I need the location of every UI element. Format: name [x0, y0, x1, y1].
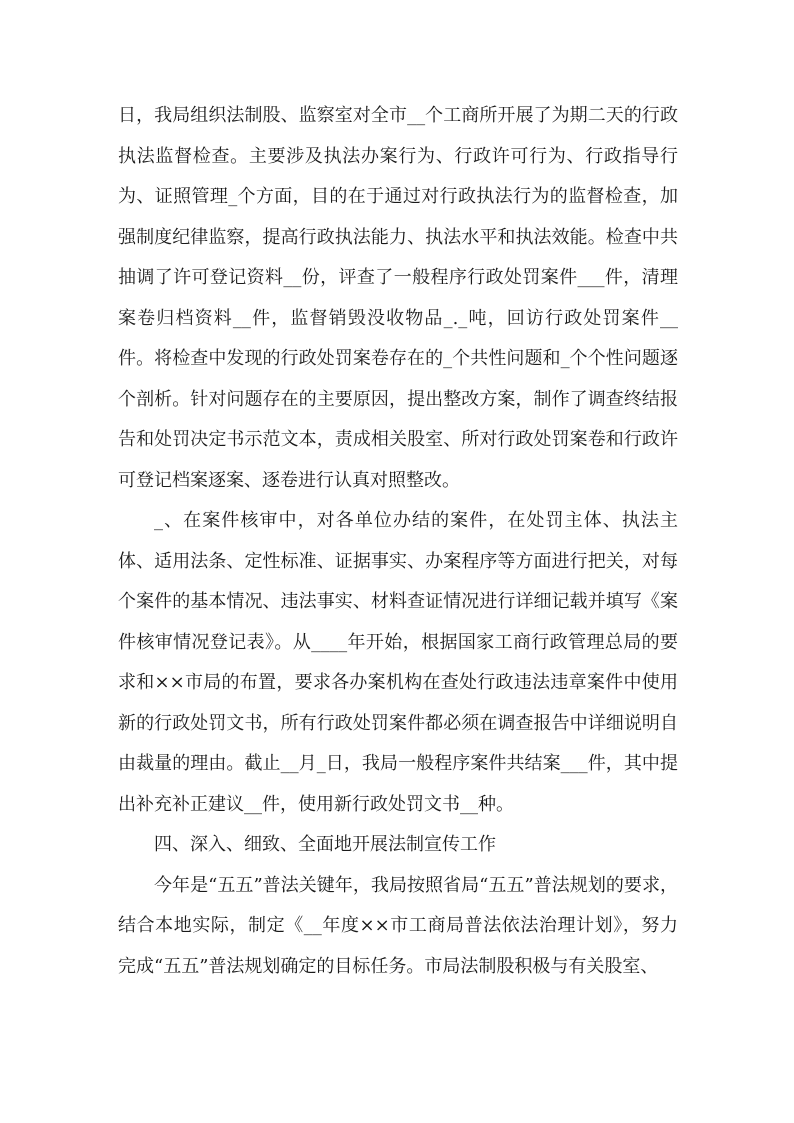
- paragraph-case-review: _、在案件核审中，对各单位办结的案件，在处罚主体、执法主体、适用法条、定性标准、证据事实、办案程序等方面进行把关，对每个案件的基本情况、违法事实、材料查证情况进行详细记载并填写《案件核审情况登记表》。从____年开始，根据国家工商行政管理总局的要求和××市局的布置，要求各办案机构在查处行政违法违章案件中使用新的行政处罚文书，所有行政处罚案件都必须在调查报告中详细说明自由裁量的理由。截止__月_日，我局一般程序案件共结案___件，其中提出补充补正建议__件，使用新行政处罚文书__种。: [118, 510, 678, 815]
- document-body: [118, 96, 678, 987]
- paragraph-inspection-summary: 日，我局组织法制股、监察室对全市__个工商所开展了为期二天的行政执法监督检查。主要涉及执法办案行为、行政许可行为、行政指导行为、证照管理_个方面，目的在于通过对行政执法行为的监督检查，加强制度纪律监察，提高行政执法能力、执法水平和执法效能。检查中共抽调了许可登记资料__份，评查了一般程序行政处罚案件___件，清理案卷归档资料__件，监督销毁没收物品_._吨，回访行政处罚案件__件。将检查中发现的行政处罚案卷存在的_个共性问题和_个个性问题逐个剖析。针对问题存在的主要原因，提出整改方案，制作了调查终结报告和处罚决定书示范文本，责成相关股室、所对行政处罚案卷和行政许可登记档案逐案、逐卷进行认真对照整改。: [118, 105, 678, 491]
- paragraph-legal-publicity: 今年是“五五”普法关键年，我局按照省局“五五”普法规划的要求，结合本地实际，制定《__年度××市工商局普法依法治理计划》，努力完成“五五”普法规划确定的目标任务。市局法制股积极与有关股室、: [118, 874, 678, 977]
- section-heading-legal-publicity: 四、深入、细致、全面地开展法制宣传工作: [154, 834, 496, 855]
